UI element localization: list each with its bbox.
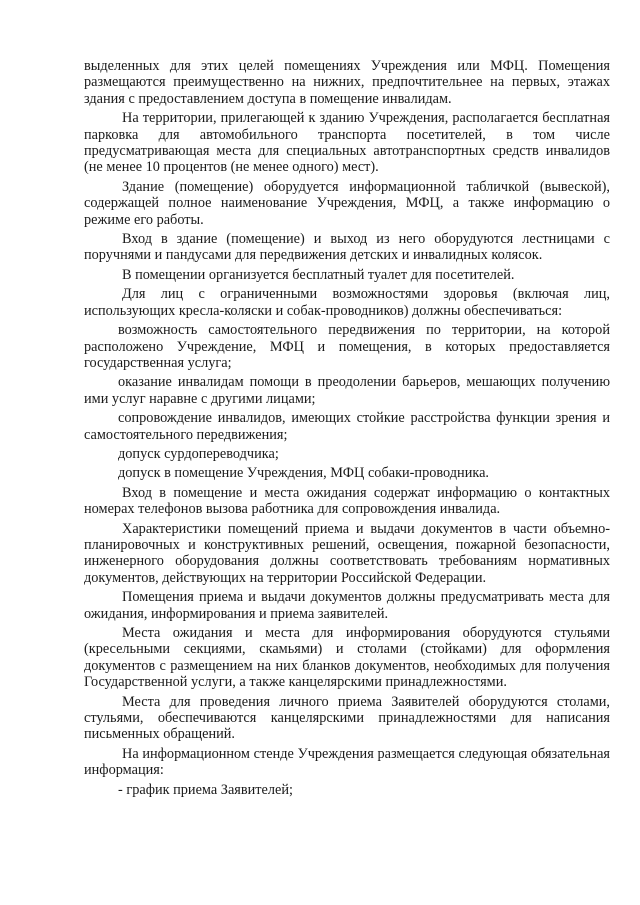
paragraph-toilet: В помещении организуется бесплатный туалет для посетителей.	[122, 266, 515, 283]
paragraph-contact-info: Вход в помещение и места ожидания содержат информацию о контактных номерах телефонов вызова работника для сопровождения инвалида.	[84, 484, 610, 518]
list-item-escort: сопровождение инвалидов, имеющих стойкие расстройства функции зрения и самостоятельного передвижения;	[84, 410, 610, 443]
paragraph-disabled-access: Для лиц с ограниченными возможностями здоровья (включая лиц, использующих кресла-коляски и собак-проводников) должны обеспечиваться:	[84, 286, 610, 319]
paragraph-furniture: Места ожидания и места для информирования оборудуются стульями (кресельными секциями, скамьями) и столами (стойками) для оформления документов с размещением на них бланков документов, необходимых для получения Государственной услуги, а также канцелярскими принадлежностями.	[84, 625, 610, 691]
paragraph-signboard: Здание (помещение) оборудуется информационной табличкой (вывеской), содержащей полное наименование Учреждения, МФЦ, а также информацию о режиме его работы.	[84, 178, 610, 228]
paragraph-personal-reception: Места для проведения личного приема Заявителей оборудуются столами, стульями, обеспечиваются канцелярскими принадлежностями для написания письменных обращений.	[84, 693, 610, 743]
paragraph-premises: выделенных для этих целей помещениях Учреждения или МФЦ. Помещения размещаются преимущественно на нижних, предпочтительнее на первых, этажах здания с предоставлением доступа в помещение инвалидам.	[84, 58, 610, 107]
list-item-assistance: оказание инвалидам помощи в преодолении барьеров, мешающих получению ими услуг наравне с другими лицами;	[84, 374, 610, 407]
paragraph-characteristics: Характеристики помещений приема и выдачи документов в части объемно-планировочных и конструктивных решений, освещения, пожарной безопасности, инженерного оборудования должны соответствовать требованиям нормативных документов, действующих на территории Российской Федерации.	[84, 520, 610, 586]
list-item-sign-interpreter: допуск сурдопереводчика;	[118, 445, 279, 462]
list-item-movement: возможность самостоятельного передвижения по территории, на которой расположено Учреждение, МФЦ и помещения, в которых предоставляется государственная услуга;	[84, 322, 610, 371]
document-page	[84, 58, 610, 801]
paragraph-waiting-places: Помещения приема и выдачи документов должны предусматривать места для ожидания, информирования и приема заявителей.	[84, 589, 610, 622]
list-item-guide-dog: допуск в помещение Учреждения, МФЦ собаки-проводника.	[118, 465, 489, 482]
paragraph-entrance: Вход в здание (помещение) и выход из него оборудуются лестницами с поручнями и пандусами для передвижения детских и инвалидных колясок.	[84, 231, 610, 264]
paragraph-info-stand: На информационном стенде Учреждения размещается следующая обязательная информация:	[84, 745, 610, 779]
list-item-schedule: - график приема Заявителей;	[118, 781, 293, 798]
paragraph-parking: На территории, прилегающей к зданию Учреждения, располагается бесплатная парковка для автомобильного транспорта посетителей, в том числе предусматривающая места для специальных автотранспортных средств инвалидов (не менее 10 процентов (не менее одного) мест).	[84, 110, 610, 176]
